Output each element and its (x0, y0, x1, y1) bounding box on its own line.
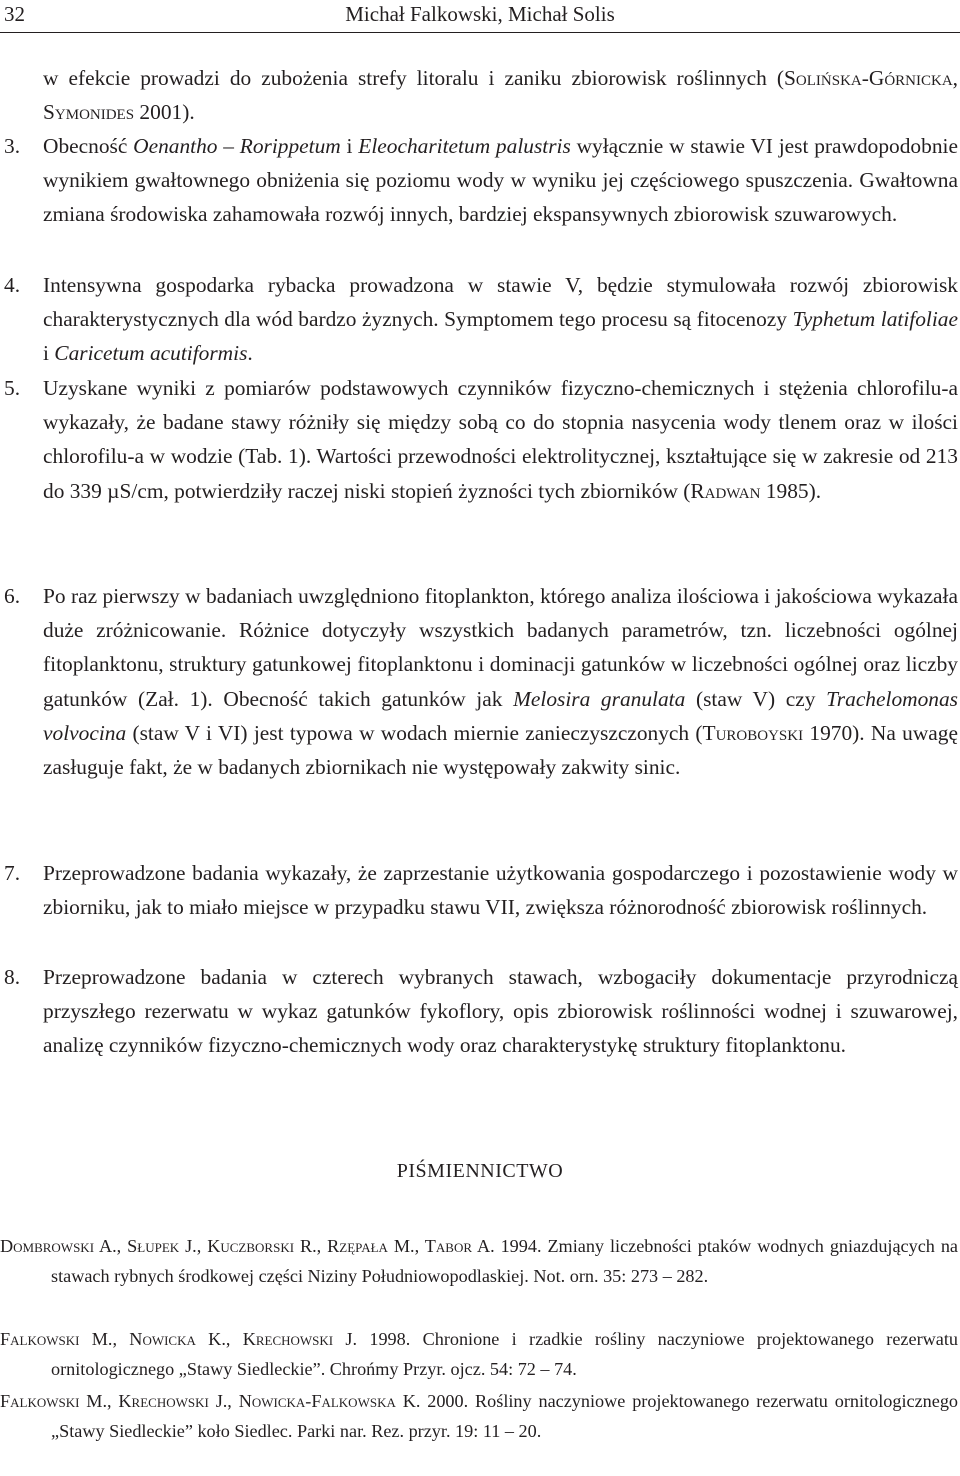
item-text: 1985). (760, 478, 822, 503)
item-number: 5. (4, 376, 21, 400)
reference-authors: Dombrowski A., Słupek J., Kuczborski R., Rzępała M., Tabor A. (0, 1236, 495, 1256)
item-text: Obecność (43, 134, 134, 158)
reference-entry (0, 1325, 958, 1384)
header-rule (0, 32, 960, 33)
species-name: Caricetum acutiformis (54, 341, 248, 366)
item-text: i (43, 341, 55, 366)
reference-authors: Falkowski M., Krechowski J., Nowicka-Falkowska K. (0, 1391, 421, 1411)
reference-authors: Falkowski M., Nowicka K., Krechowski J. (0, 1329, 358, 1349)
conclusion-item-7 (0, 856, 958, 924)
reference-text: 1998. Chronione i rzadkie rośliny naczyniowe projektowanego rezerwatu ornitologicznego „Stawy Siedleckie”. Chrońmy Przyr. ojcz. 54: 72 – 74. (51, 1329, 958, 1379)
item-text: Po raz pierwszy w badaniach uwzględniono fitoplankton, którego analiza ilościowa i jakościowa wykazała duże zróżnicowanie. Różnice dotyczyły wszystkich badanych parametrów, tzn. liczebności ogólnej fitoplanktonu, struktury gatunkowej fitoplanktonu i dominacji gatunków w liczebności ogólnej oraz liczby gatunków (Zał. 1). Obecność takich gatunków jak (43, 584, 958, 711)
reference-text: 1994. Zmiany liczebności ptaków wodnych gniazdujących na stawach rybnych środkowej części Niziny Południowopodlaskiej. Not. orn. 35: 273 – 282. (51, 1236, 958, 1286)
item-text: Uzyskane wyniki z pomiarów podstawowych czynników fizyczno-chemicznych i stężenia chlorofilu-a wykazały, że badane stawy różniły się między sobą co do stopnia nasycenia wody tlenem oraz w ilości chlorofilu-a w wodzie (Tab. 1). Wartości przewodności elektrolitycznej, kształtujące się w zakresie od 213 do 339 µS/cm, potwierdziły raczej niski stopień żyzności tych zbiorników ( (43, 376, 958, 503)
item-text: Intensywna gospodarka rybacka prowadzona w stawie V, będzie stymulowała rozwój zbiorowisk charakterystycznych dla wód bardzo żyznych. Symptomem tego procesu są fitocenozy (43, 273, 958, 332)
item-text: . (247, 341, 253, 366)
species-name: Trachelomonas volvocina (43, 686, 958, 745)
species-name: Typhetum latifoliae (792, 307, 958, 332)
item-number: 4. (4, 273, 21, 297)
species-name: Eleocharitetum palustris (358, 134, 571, 158)
continuation-paragraph (0, 61, 958, 129)
citation-author: Radwan (690, 478, 761, 503)
citation-author: Solińska-Górnicka, Symonides (43, 66, 958, 125)
item-number: 6. (4, 584, 21, 608)
item-text: (staw V) czy (685, 686, 827, 711)
running-head: Michał Falkowski, Michał Solis (345, 2, 615, 26)
conclusion-item-4 (0, 268, 958, 371)
page-header (0, 0, 960, 36)
reference-entry (0, 1232, 958, 1291)
item-number: 7. (4, 861, 21, 885)
conclusion-item-8 (0, 960, 958, 1063)
item-text: (staw V i VI) jest typowa w wodach miernie zanieczyszczonych ( (126, 720, 703, 745)
conclusion-item-5 (0, 371, 958, 508)
item-text: i (340, 134, 359, 158)
conclusion-item-3 (0, 129, 958, 232)
continuation-text: 2001). (134, 100, 195, 125)
item-text: Przeprowadzone badania wykazały, że zaprzestanie użytkowania gospodarczego i pozostawienie wody w zbiorniku, jak to miało miejsce w przypadku stawu VII, zwiększa różnorodność zbiorowisk roślinnych. (43, 861, 958, 920)
reference-entry (0, 1387, 958, 1446)
species-name: Melosira granulata (513, 686, 686, 711)
conclusion-item-6 (0, 579, 958, 784)
continuation-text: w efekcie prowadzi do zubożenia strefy litoralu i zaniku zbiorowisk roślinnych ( (43, 66, 785, 90)
references-heading: PIŚMIENNICTWO (396, 1160, 564, 1182)
item-text: 1970). Na uwagę zasługuje fakt, że w badanych zbiornikach nie występowały zakwity sinic. (43, 720, 958, 780)
citation-author: Turoboyski (702, 720, 804, 745)
species-name: Oenantho – Rorippetum (133, 134, 341, 158)
item-number: 8. (4, 965, 21, 989)
reference-text: 2000. Rośliny naczyniowe projektowanego rezerwatu ornitologicznego „Stawy Siedleckie” koło Siedlec. Parki nar. Rez. przyr. 19: 11 – 20. (51, 1391, 959, 1441)
item-text: wyłącznie w stawie VI jest prawdopodobnie wynikiem gwałtownego obniżenia się poziomu wody w wyniku jej częściowego spuszczenia. Gwałtowna zmiana środowiska zahamowała rozwój innych, bardziej ekspansywnych zbiorowisk szuwarowych. (43, 134, 958, 227)
item-text: Przeprowadzone badania w czterech wybranych stawach, wzbogaciły dokumentacje przyrodniczą przyszłego rezerwatu w wykaz gatunków fykoflory, opis zbiorowisk roślinności wodnej i szuwarowej, analizę czynników fizyczno-chemicznych wody oraz charakterystykę struktury fitoplanktonu. (43, 965, 958, 1058)
item-number: 3. (4, 134, 21, 158)
page-number: 32 (4, 2, 25, 26)
